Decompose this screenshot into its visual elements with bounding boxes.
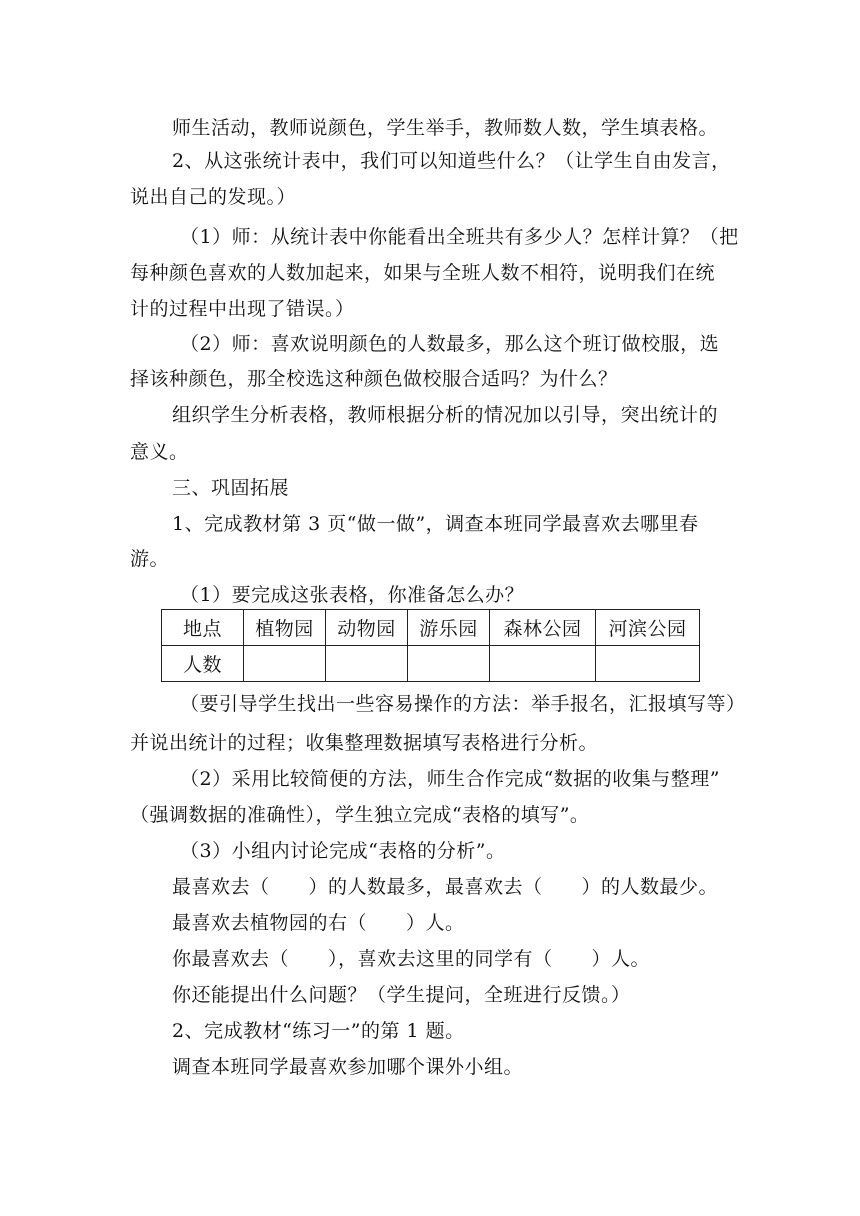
table-cell: 人数 <box>162 646 244 682</box>
table-cell <box>244 646 326 682</box>
table-cell: 植物园 <box>244 610 326 646</box>
table-cell <box>326 646 408 682</box>
question-2-line: 2、从这张统计表中，我们可以知道些什么？（让学生自由发言， <box>172 150 731 172</box>
item-1-line: （1）要完成这张表格，你准备怎么办？ <box>180 584 525 606</box>
paragraph-line: 你还能提出什么问题？（学生提问，全班进行反馈。） <box>172 984 631 1006</box>
paragraph-line: 师生活动，教师说颜色，学生举手，教师数人数，学生填表格。 <box>172 117 719 139</box>
paragraph-line: 游。 <box>130 548 170 570</box>
table-row <box>162 646 700 682</box>
table-cell <box>596 646 700 682</box>
table-header-row <box>162 610 700 646</box>
item-2-line: （2）师：喜欢说明颜色的人数最多，那么这个班订做校服，选 <box>180 333 720 355</box>
paragraph-line: 组织学生分析表格，教师根据分析的情况加以引导，突出统计的 <box>172 404 719 426</box>
paragraph-line: 调查本班同学最喜欢参加哪个课外小组。 <box>172 1056 524 1078</box>
fill-blank-line: 最喜欢去植物园的右（ ）人。 <box>172 912 465 934</box>
exercise-1-line: 1、完成教材第 3 页“做一做”，调查本班同学最喜欢去哪里春 <box>172 513 699 535</box>
fill-blank-line: 最喜欢去（ ）的人数最多，最喜欢去（ ）的人数最少。 <box>172 876 719 898</box>
item-1-line: （1）师：从统计表中你能看出全班共有多少人？怎样计算？（把 <box>180 226 739 248</box>
paragraph-line: 计的过程中出现了错误。） <box>130 298 355 320</box>
paragraph-line: 并说出统计的过程；收集整理数据填写表格进行分析。 <box>130 732 599 754</box>
paragraph-line: （强调数据的准确性），学生独立完成“表格的填写”。 <box>130 804 590 826</box>
paragraph-line: 择该种颜色，那全校选这种颜色做校服合适吗？为什么？ <box>130 368 618 390</box>
exercise-2-line: 2、完成教材“练习一”的第 1 题。 <box>172 1020 465 1042</box>
table-cell: 地点 <box>162 610 244 646</box>
paragraph-line: （要引导学生找出一些容易操作的方法：举手报名，汇报填写等） <box>180 693 746 715</box>
table-cell: 森林公园 <box>490 610 596 646</box>
table-cell <box>490 646 596 682</box>
item-3-line: （3）小组内讨论完成“表格的分析”。 <box>180 840 506 862</box>
paragraph-line: 说出自己的发现。） <box>130 186 297 208</box>
fill-blank-line: 你最喜欢去（ ），喜欢去这里的同学有（ ）人。 <box>172 948 651 970</box>
paragraph-line: 每种颜色喜欢的人数加起来，如果与全班人数不相符，说明我们在统 <box>130 262 716 284</box>
table-cell: 游乐园 <box>408 610 490 646</box>
paragraph-line: 意义。 <box>130 441 189 463</box>
table-cell <box>408 646 490 682</box>
survey-table <box>161 609 700 682</box>
section-heading: 三、巩固拓展 <box>172 477 290 499</box>
table-cell: 动物园 <box>326 610 408 646</box>
table-cell: 河滨公园 <box>596 610 700 646</box>
item-2-line: （2）采用比较简便的方法，师生合作完成“数据的收集与整理” <box>180 768 721 790</box>
